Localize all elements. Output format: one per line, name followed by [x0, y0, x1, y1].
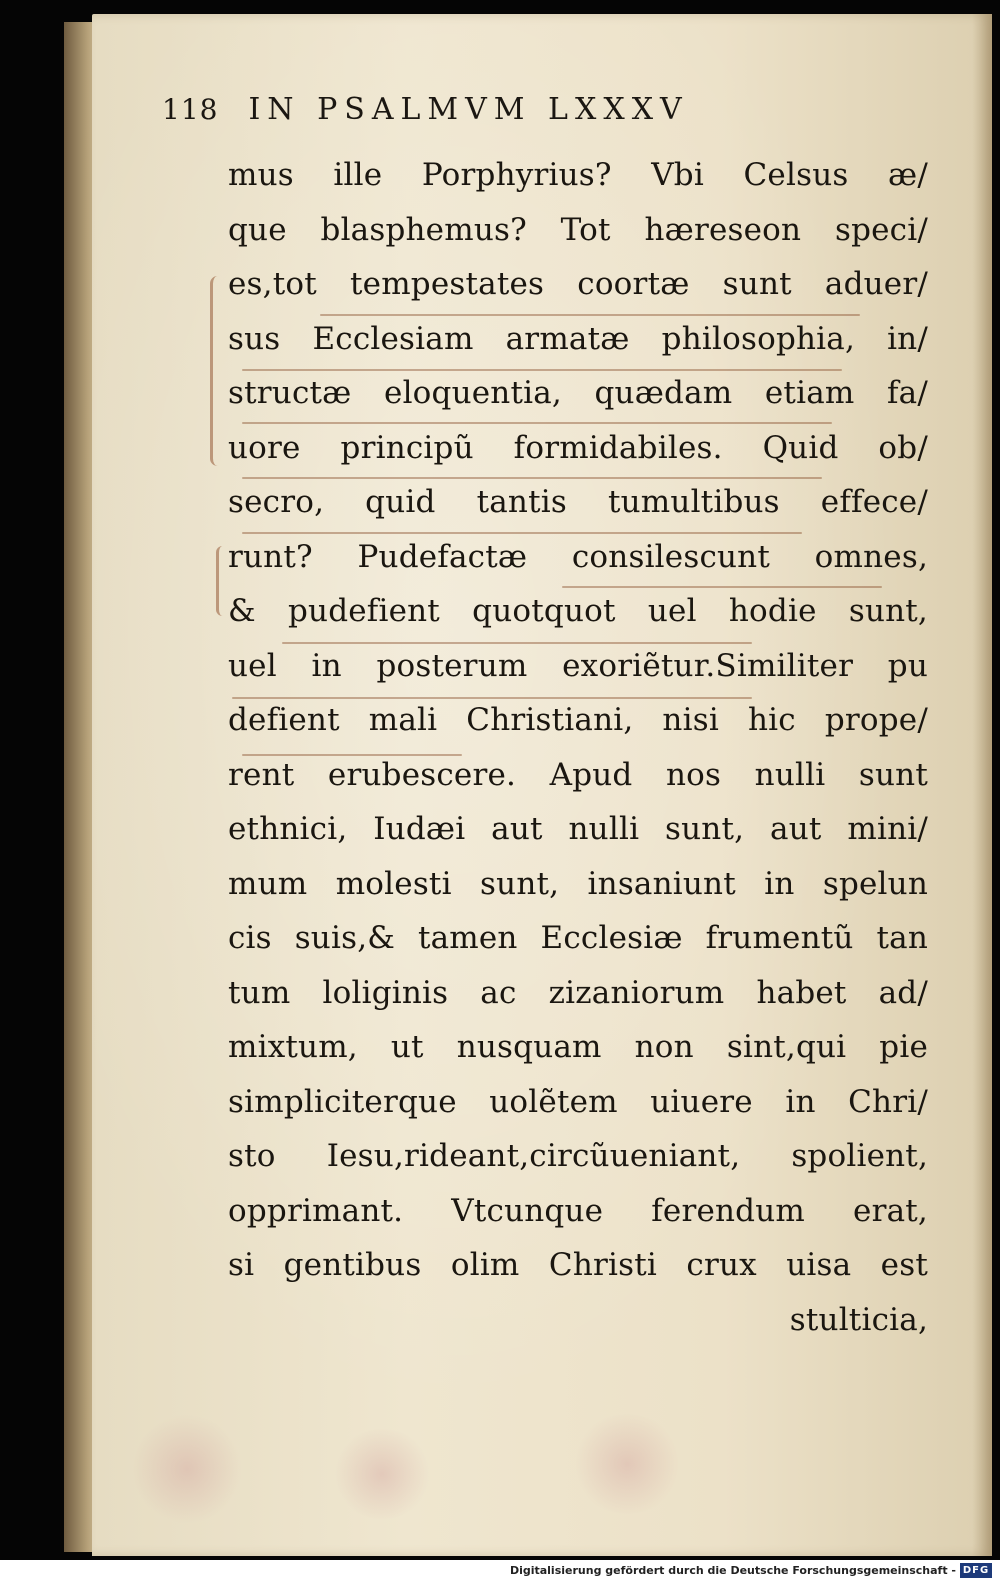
paper-stain: [132, 1414, 242, 1524]
text-line: uel in posterum exoriẽtur.Similiter pu: [228, 647, 928, 684]
margin-bracket-mark: [216, 546, 229, 616]
text-line: opprimant. Vtcunque ferendum erat,: [228, 1192, 928, 1229]
text-line: runt? Pudefactæ consilescunt omnes,: [228, 538, 928, 575]
text-block: [228, 148, 928, 1347]
margin-bracket-mark: [210, 276, 225, 466]
text-line: secro, quid tantis tumultibus effece/: [228, 484, 928, 520]
digitization-credit: Digitalisierung gefördert durch die Deutsche Forschungsgemeinschaft -: [509, 1564, 956, 1577]
underline-mark: [562, 586, 882, 588]
underline-mark: [242, 369, 842, 371]
text-line: es,tot tempestates coortæ sunt aduer/: [228, 266, 928, 302]
underline-mark: [320, 314, 860, 316]
text-line: uore principũ formidabiles. Quid ob/: [228, 429, 928, 466]
text-line: mus ille Porphyrius? Vbi Celsus æ/: [228, 157, 928, 193]
underline-mark: [242, 532, 802, 534]
underline-mark: [242, 422, 832, 424]
paper-stain: [332, 1429, 432, 1519]
text-line: defient mali Christiani, nisi hic prope/: [228, 702, 928, 738]
text-line: structæ eloquentia, quædam etiam fa/: [228, 375, 928, 411]
text-line: mixtum, ut nusquam non sint,qui pie: [228, 1029, 928, 1065]
underline-mark: [232, 697, 752, 699]
text-line: si gentibus olim Christi crux uisa est: [228, 1247, 928, 1283]
dfg-logo-icon: DFG: [960, 1563, 992, 1578]
text-line: sus Ecclesiam armatæ philosophia, in/: [228, 320, 928, 357]
text-line: & pudefient quotquot uel hodie sunt,: [228, 593, 928, 629]
text-line: cis suis,& tamen Ecclesiæ frumentũ tan: [228, 920, 928, 956]
book-page: [92, 14, 992, 1556]
text-line: sto Iesu,rideant,circũueniant, spolient,: [228, 1138, 928, 1174]
text-line: simpliciterque uolẽtem uiuere in Chri/: [228, 1083, 928, 1120]
text-line: rent erubescere. Apud nos nulli sunt: [228, 756, 928, 793]
text-line: que blasphemus? Tot hæreseon speci/: [228, 211, 928, 248]
underline-mark: [282, 642, 752, 644]
page-number: 118: [162, 93, 219, 126]
paper-stain: [572, 1414, 682, 1514]
page-gutter-shadow: [972, 14, 992, 1556]
text-line: mum molesti sunt, insaniunt in spelun: [228, 865, 928, 902]
underline-mark: [242, 754, 462, 756]
text-line: tum loliginis ac zizaniorum habet ad/: [228, 974, 928, 1011]
text-line: ethnici, Iudæi aut nulli sunt, aut mini/: [228, 811, 928, 847]
underline-mark: [242, 477, 822, 479]
catchword: stulticia,: [789, 1301, 928, 1338]
running-title: IN PSALMVM LXXXV: [248, 92, 689, 127]
running-head: [162, 92, 942, 127]
